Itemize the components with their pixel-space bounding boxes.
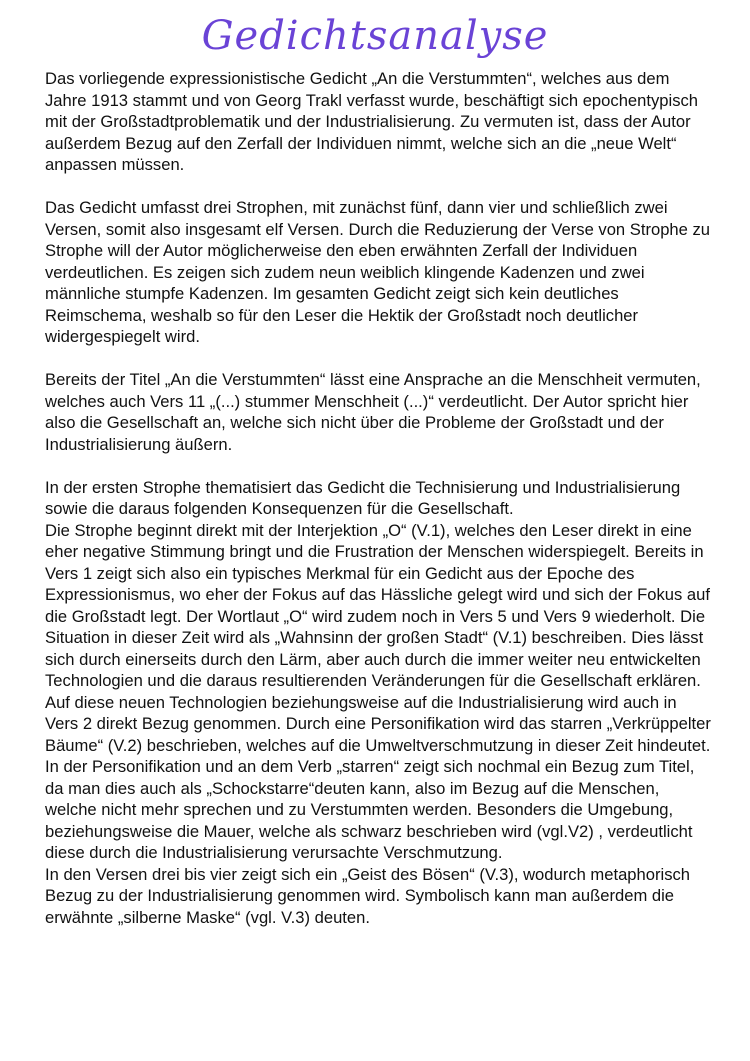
paragraph-form: Das Gedicht umfasst drei Strophen, mit zunächst fünf, dann vier und schließlich zwei Versen, somit also insgesamt elf Versen. Durch die Reduzierung der Verse von Strophe zu Strophe will der Autor möglicherweise den eben erwähnten Zerfall der Individuen verdeutlichen. Es zeigen sich zudem neun weiblich klingende Kadenzen und zwei männliche stumpfe Kadenzen. Im gesamten Gedicht zeigt sich kein deutliches Reimschema, weshalb so für den Leser die Hektik der Großstadt noch deutlicher widergespiegelt wird.	[45, 198, 711, 346]
paragraph-interjection: Die Strophe beginnt direkt mit der Interjektion „O“ (V.1), welches den Leser direkt in eine eher negative Stimmung bringt und die Frustration der Menschen widerspiegelt. Bereits in Vers 1 zeigt sich also ein typisches Merkmal für ein Gedicht aus der Epoche des Expressionismus, wo eher der Fokus auf das Hässliche gelegt wird und sich der Fokus auf die Großstadt legt. Der Wortlaut „O“ wird zudem noch in Vers 5 und Vers 9 wiederholt. Die Situation in dieser Zeit wird als „Wahnsinn der großen Stadt“ (V.1) beschreiben. Dies lässt sich durch einerseits durch den Lärm, aber auch durch die immer weiter neu entwickelten Technologien und die daraus resultierenden Veränderungen für die Gesellschaft erklären.	[45, 520, 710, 690]
paragraph-verses-three-four: In den Versen drei bis vier zeigt sich ein „Geist des Bösen“ (V.3), wodurch metaphorisch Bezug zu der Industrialisierung genommen wird. Symbolisch kann man außerdem die erwähnte „silberne Maske“ (vgl. V.3) deuten.	[45, 864, 691, 927]
paragraph-technology: Auf diese neuen Technologien beziehungsweise auf die Industrialisierung wird auch in Vers 2 direkt Bezug genommen. Durch eine Personifikation wird das starren „Verkrüppelter Bäume“ (V.2) beschrieben, welches auf die Umweltverschmutzung in dieser Zeit hindeutet. In der Personifikation und an dem Verb „starren“ zeigt sich nochmal ein Bezug zum Titel, da man dies auch als „Schockstarre“deuten kann, also im Bezug auf die Menschen, welche nicht mehr sprechen und zu Verstummten werden. Besonders die Umgebung, beziehungsweise die Mauer, welche als schwarz beschrieben wird (vgl.V2) , verdeutlicht diese durch die Industrialisierung verursachte Verschmutzung.	[45, 692, 711, 862]
document-body	[45, 68, 713, 928]
page-title: Gedichtsanalyse	[201, 13, 549, 59]
paragraph-title-analysis: Bereits der Titel „An die Verstummten“ lässt eine Ansprache an die Menschheit vermuten, welches auch Vers 11 „(...) stummer Menschheit (...)“ verdeutlicht. Der Autor spricht hier also die Gesellschaft an, welche sich nicht über die Probleme der Großstadt und der Industrialisierung äußern.	[45, 370, 701, 454]
paragraph-intro: Das vorliegende expressionistische Gedicht „An die Verstummten“, welches aus dem Jahre 1913 stammt und von Georg Trakl verfasst wurde, beschäftigt sich epochentypisch mit der Großstadtproblematik und der Industrialisierung. Zu vermuten ist, dass der Autor außerdem Bezug auf den Zerfall der Individuen nimmt, welche sich an die „neue Welt“ anpassen müssen.	[45, 69, 699, 174]
paragraph-first-stanza: In der ersten Strophe thematisiert das Gedicht die Technisierung und Industrialisierung sowie die daraus folgenden Konsequenzen für die Gesellschaft.	[45, 477, 681, 518]
